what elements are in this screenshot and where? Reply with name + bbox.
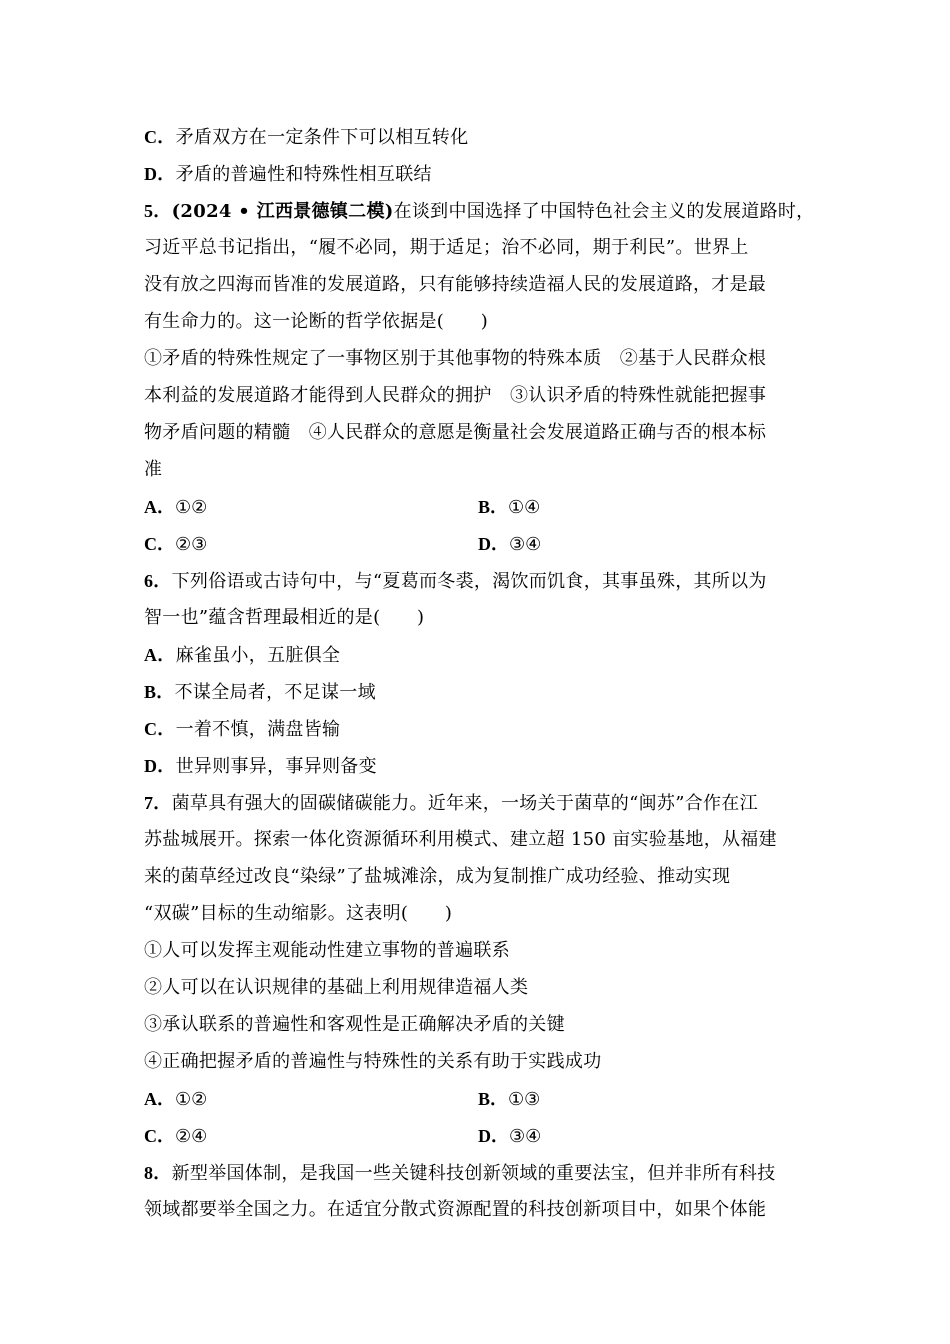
q7-option-b: [478, 1087, 540, 1112]
stem-text: 新型举国体制，是我国一些关键科技创新领域的重要法宝，但并非所有科技: [171, 1163, 776, 1184]
stem-text: 菌草具有强大的固碳储碳能力。近年来，一场关于菌草的“闽苏”合作在江: [171, 793, 758, 814]
question-number: 5．: [144, 201, 172, 221]
q7-stem-line-4: “双碳”目标的生动缩影。这表明( ): [144, 903, 453, 924]
q7-stem-line-3: 来的菌草经过改良“染绿”了盐城滩涂，成为复制推广成功经验、推动实现: [144, 866, 731, 887]
question-number: 7．: [144, 793, 172, 813]
option-label: C．: [144, 534, 175, 554]
option-label: B．: [144, 682, 175, 702]
q7-statement-3: ③承认联系的普遍性和客观性是正确解决矛盾的关键: [144, 1014, 565, 1035]
q6-option-d: [144, 754, 814, 779]
option-label: D．: [478, 1126, 509, 1146]
q5-stem-line-4: 有生命力的。这一论断的哲学依据是( ): [144, 311, 489, 332]
q5-option-d: [478, 532, 541, 557]
option-text: ①②: [175, 1089, 208, 1110]
option-text: 一着不慎，满盘皆输: [175, 719, 341, 740]
option-text: ①④: [508, 497, 541, 518]
option-label: C．: [144, 719, 176, 739]
q5-stem-line-1: [144, 199, 814, 224]
q5-statement-line-1: ①矛盾的特殊性规定了一事物区别于其他事物的特殊本质 ②基于人民群众根: [144, 348, 767, 369]
option-label: A．: [144, 1089, 175, 1109]
option-label: C．: [144, 127, 176, 147]
stem-text: 在谈到中国选择了中国特色社会主义的发展道路时，: [393, 201, 815, 222]
q7-option-c: [144, 1124, 207, 1149]
q7-stem-line-2: 苏盐城展开。探索一体化资源循环利用模式、建立超 150 亩实验基地，从福建: [144, 829, 777, 850]
option-label: D．: [478, 534, 509, 554]
q7-statement-1: ①人可以发挥主观能动性建立事物的普遍联系: [144, 940, 510, 961]
option-label: C．: [144, 1126, 175, 1146]
stem-text: 下列俗语或古诗句中，与“夏葛而冬裘，渴饮而饥食，其事虽殊，其所以为: [171, 571, 767, 592]
q6-option-c: [144, 717, 814, 742]
q6-stem-line-1: [144, 569, 814, 594]
option-text: ③④: [509, 534, 542, 555]
option-text: ②④: [175, 1126, 208, 1147]
option-text: ①②: [175, 497, 208, 518]
option-text: 矛盾双方在一定条件下可以相互转化: [175, 127, 469, 148]
option-text: 不谋全局者，不足谋一域: [174, 682, 376, 703]
q7-stem-line-1: [144, 791, 814, 816]
q5-option-b: [478, 495, 540, 520]
option-label: B．: [478, 1089, 509, 1109]
q5-stem-line-2: 习近平总书记指出，“履不必同，期于适足；治不必同，期于利民”。世界上: [144, 237, 749, 258]
option-label: A．: [144, 645, 176, 665]
question-source: (2024 • 江西景德镇二模): [171, 201, 394, 222]
option-text: 矛盾的普遍性和特殊性相互联结: [175, 164, 432, 185]
q6-option-b: [144, 680, 814, 705]
q7-option-a: [144, 1087, 207, 1112]
option-text: 世异则事异，事异则备变: [175, 756, 377, 777]
q8-stem-line-2: 领域都要举全国之力。在适宜分散式资源配置的科技创新项目中，如果个体能: [144, 1199, 767, 1220]
option-text: ①③: [508, 1089, 541, 1110]
option-label: D．: [144, 164, 176, 184]
option-text: 麻雀虽小，五脏俱全: [175, 645, 341, 666]
q5-stem-line-3: 没有放之四海而皆准的发展道路，只有能够持续造福人民的发展道路，才是最: [144, 274, 767, 295]
q5-statement-line-2: 本利益的发展道路才能得到人民群众的拥护 ③认识矛盾的特殊性就能把握事: [144, 385, 767, 406]
q5-option-c: [144, 532, 207, 557]
q6-option-a: [144, 643, 814, 668]
option-label: A．: [144, 497, 175, 517]
q5-statement-line-4: 准: [144, 459, 163, 480]
question-number: 6．: [144, 571, 172, 591]
q5-option-a: [144, 495, 207, 520]
option-label: B．: [478, 497, 509, 517]
option-text: ③④: [509, 1126, 542, 1147]
option-label: D．: [144, 756, 176, 776]
q7-statement-4: ④正确把握矛盾的普遍性与特殊性的关系有助于实践成功: [144, 1051, 602, 1072]
option-text: ②③: [175, 534, 208, 555]
q5-statement-line-3: 物矛盾问题的精髓 ④人民群众的意愿是衡量社会发展道路正确与否的根本标: [144, 422, 767, 443]
prev-option-d: [144, 162, 814, 187]
q7-option-d: [478, 1124, 541, 1149]
q8-stem-line-1: [144, 1161, 814, 1186]
q7-statement-2: ②人可以在认识规律的基础上利用规律造福人类: [144, 977, 529, 998]
prev-option-c: [144, 125, 814, 150]
question-number: 8．: [144, 1163, 172, 1183]
q6-stem-line-2: 智一也”蕴含哲理最相近的是( ): [144, 607, 425, 628]
